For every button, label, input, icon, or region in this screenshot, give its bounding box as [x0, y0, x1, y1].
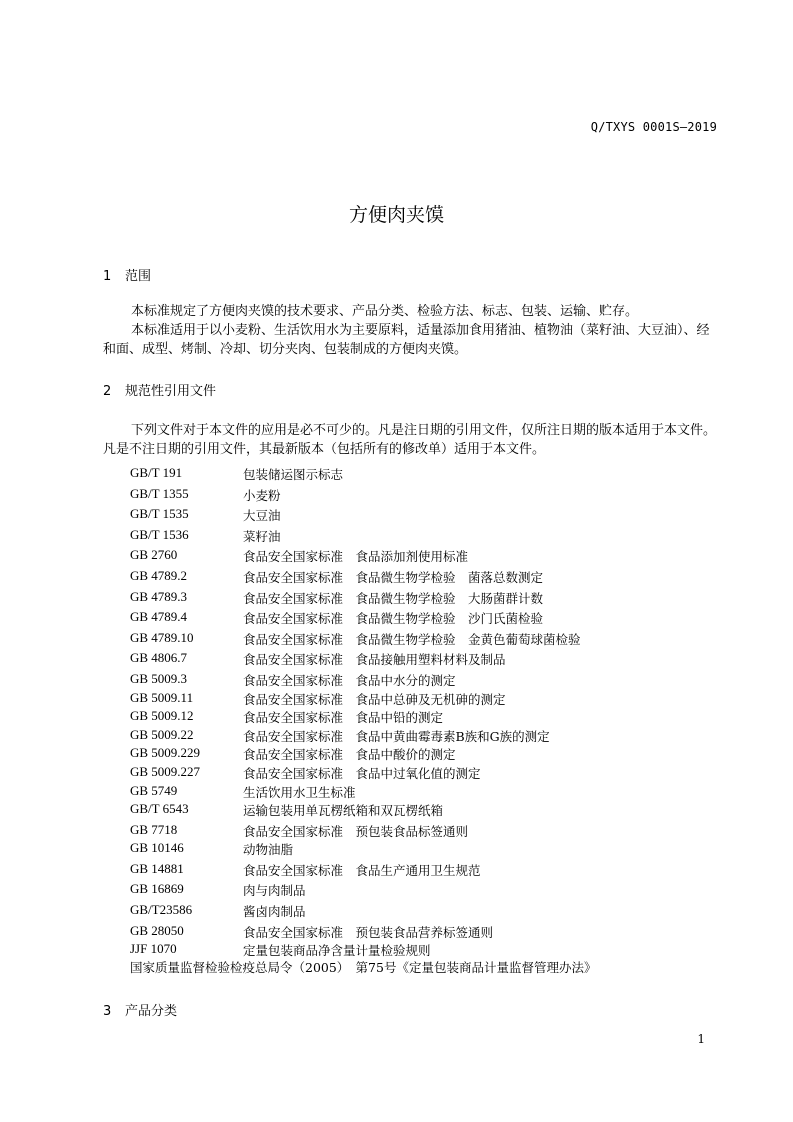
section-3-title: 产品分类 — [125, 1004, 178, 1019]
reference-code: GB 16869 — [130, 881, 184, 897]
section-1-title: 范围 — [125, 269, 152, 284]
reference-title: 酱卤肉制品 — [243, 904, 306, 920]
reference-title: 食品安全国家标准 食品中黄曲霉毒素B族和G族的测定 — [243, 728, 550, 744]
reference-code: GB 10146 — [130, 840, 184, 856]
reference-code: GB 14881 — [130, 860, 184, 876]
reference-title: 定量包装商品净含量计量检验规则 — [243, 943, 431, 959]
reference-code: GB 5749 — [130, 782, 178, 798]
reference-code: GB 4789.2 — [130, 567, 188, 583]
section-2-heading — [103, 380, 216, 399]
reference-code: GB/T 1355 — [130, 485, 189, 501]
reference-title: 肉与肉制品 — [243, 883, 306, 899]
reference-title: 运输包装用单瓦楞纸箱和双瓦楞纸箱 — [243, 803, 444, 819]
reference-title: 食品安全国家标准 食品中酸价的测定 — [243, 747, 456, 763]
reference-code: GB 7718 — [130, 821, 178, 837]
section-2-title: 规范性引用文件 — [125, 384, 217, 399]
reference-title: 食品安全国家标准 食品添加剂使用标准 — [243, 549, 469, 565]
reference-title: 食品安全国家标准 食品中水分的测定 — [243, 672, 456, 688]
reference-code: GB/T 6543 — [130, 801, 189, 817]
reference-title: 食品安全国家标准 预包装食品营养标签通则 — [243, 924, 494, 940]
reference-code: GB 5009.11 — [130, 689, 194, 705]
section-1-paragraph-2: 本标准适用于以小麦粉、生活饮用水为主要原料，适量添加食用猪油、植物油（菜籽油、大豆油）、经和面、成型、烤制、冷却、切分夹肉、包装制成的方便肉夹馍。 — [103, 323, 710, 357]
reference-code: GB 5009.12 — [130, 708, 194, 724]
reference-title: 包装储运图示标志 — [243, 467, 344, 482]
reference-code: GB 2760 — [130, 547, 178, 563]
reference-code: GB 4789.10 — [130, 629, 194, 645]
reference-title: 食品安全国家标准 预包装食品标签通则 — [243, 823, 469, 839]
standard-number: Q/TXYS 0001S—2019 — [590, 120, 717, 134]
reference-title: 食品安全国家标准 食品微生物学检验 金黄色葡萄球菌检验 — [243, 631, 581, 647]
reference-title: 食品安全国家标准 食品中过氧化值的测定 — [243, 765, 481, 781]
regulation-note: 国家质量监督检验检疫总局令（2005） 第75号《定量包装商品计量监督管理办法》 — [130, 960, 597, 975]
section-1-number: 1 — [103, 269, 112, 284]
reference-title: 食品安全国家标准 食品微生物学检验 沙门氏菌检验 — [243, 611, 544, 627]
section-1-heading — [103, 265, 151, 284]
section-3-heading — [103, 1000, 177, 1019]
reference-title: 食品安全国家标准 食品中铅的测定 — [243, 710, 444, 726]
reference-code: GB 4806.7 — [130, 650, 188, 666]
reference-title: 菜籽油 — [243, 528, 281, 544]
reference-code: GB/T 1536 — [130, 526, 189, 542]
reference-title: 小麦粉 — [243, 487, 281, 503]
reference-title: 生活饮用水卫生标准 — [243, 784, 356, 800]
reference-title: 食品安全国家标准 食品中总砷及无机砷的测定 — [243, 691, 506, 707]
reference-code: JJF 1070 — [130, 941, 177, 957]
reference-title: 食品安全国家标准 食品生产通用卫生规范 — [243, 862, 481, 878]
reference-title: 食品安全国家标准 食品微生物学检验 大肠菌群计数 — [243, 590, 544, 606]
reference-code: GB/T 191 — [130, 465, 183, 480]
section-2-number: 2 — [103, 384, 112, 399]
section-1-paragraph-1: 本标准规定了方便肉夹馍的技术要求、产品分类、检验方法、标志、包装、运输、贮存。 — [131, 304, 639, 319]
reference-title: 食品安全国家标准 食品微生物学检验 菌落总数测定 — [243, 569, 544, 585]
reference-title: 大豆油 — [243, 508, 281, 524]
reference-code: GB/T 1535 — [130, 506, 189, 522]
reference-code: GB 28050 — [130, 922, 184, 938]
reference-code: GB 5009.3 — [130, 670, 188, 686]
document-title: 方便肉夹馍 — [348, 204, 444, 226]
reference-code: GB 5009.227 — [130, 763, 201, 779]
reference-code: GB 4789.3 — [130, 588, 188, 604]
page-number: 1 — [697, 1032, 705, 1046]
reference-title: 食品安全国家标准 食品接触用塑料材料及制品 — [243, 652, 506, 668]
reference-code: GB 5009.229 — [130, 745, 201, 761]
section-2-intro: 下列文件对于本文件的应用是必不可少的。凡是注日期的引用文件，仅所注日期的版本适用于本文件。凡是不注日期的引用文件，其最新版本（包括所有的修改单）适用于本文件。 — [103, 423, 717, 457]
reference-code: GB 5009.22 — [130, 726, 194, 742]
reference-code: GB/T23586 — [130, 902, 193, 918]
reference-title: 动物油脂 — [243, 842, 294, 858]
section-3-number: 3 — [103, 1004, 112, 1019]
reference-code: GB 4789.4 — [130, 609, 188, 625]
